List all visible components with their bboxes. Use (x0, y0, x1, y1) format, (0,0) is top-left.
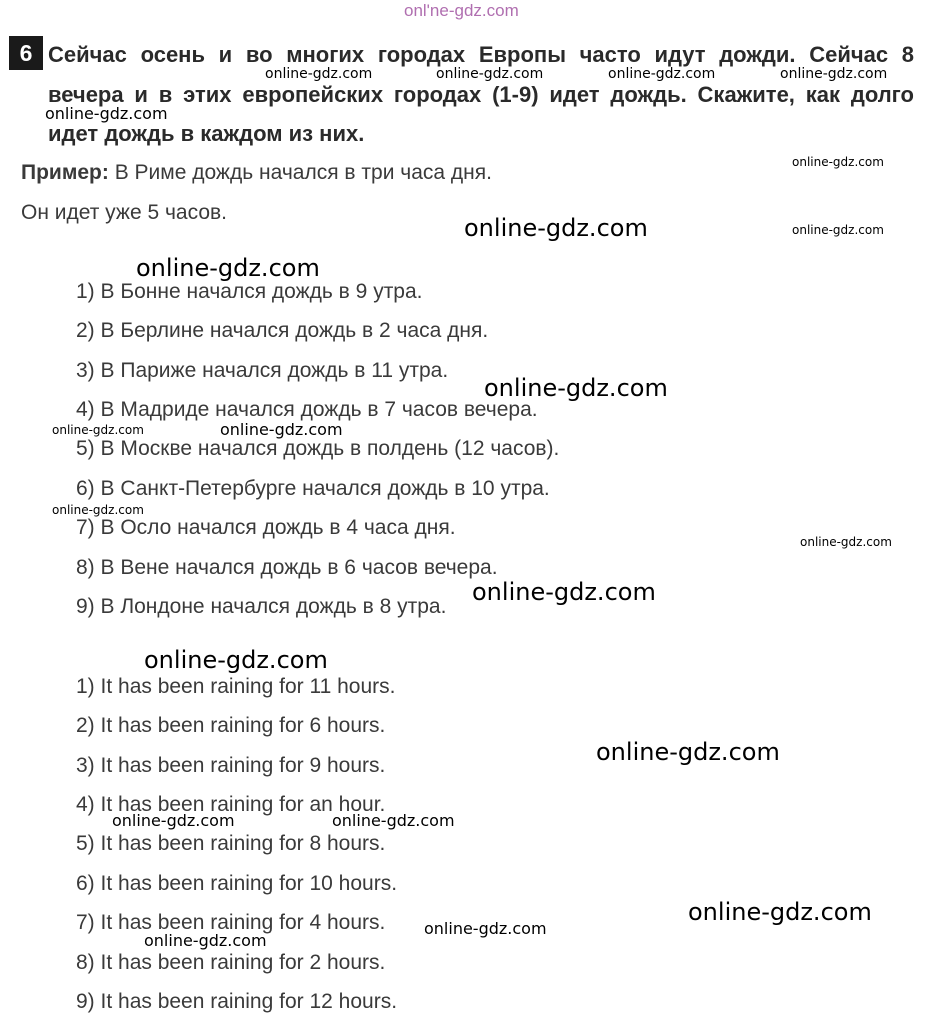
watermark: online-gdz.com (220, 420, 343, 439)
watermark: online-gdz.com (144, 931, 267, 950)
watermark: online-gdz.com (792, 155, 884, 169)
example-line-1 (21, 161, 492, 185)
watermark: online-gdz.com (484, 374, 668, 402)
english-answer: 4) It has been raining for an hour. (76, 793, 386, 816)
example-text-1: В Риме дождь начался в три часа дня. (108, 161, 492, 184)
english-answer: 7) It has been raining for 4 hours. (76, 911, 386, 934)
watermark: online-gdz.com (688, 898, 872, 926)
watermark: online-gdz.com (144, 646, 328, 674)
watermark: online-gdz.com (596, 738, 780, 766)
task-number-badge: 6 (9, 36, 43, 70)
russian-item: 3) В Париже начался дождь в 11 утра. (76, 359, 449, 382)
watermark: online-gdz.com (52, 503, 144, 517)
watermark: online-gdz.com (800, 535, 892, 549)
russian-item: 4) В Мадриде начался дождь в 7 часов вечера. (76, 398, 538, 421)
watermark: online-gdz.com (464, 214, 648, 242)
english-answer: 5) It has been raining for 8 hours. (76, 832, 386, 855)
russian-item: 6) В Санкт-Петербурге начался дождь в 10 утра. (76, 477, 550, 500)
watermark: online-gdz.com (45, 104, 168, 123)
russian-item: 8) В Вене начался дождь в 6 часов вечера. (76, 556, 498, 579)
task-text-line-3: идет дождь в каждом из них. (48, 121, 365, 146)
watermark: online-gdz.com (52, 423, 144, 437)
task-text-line-2: вечера и в этих европейских городах (1-9) идет дождь. Скажите, как долго (48, 82, 914, 107)
watermark: online-gdz.com (792, 223, 884, 237)
english-answer: 9) It has been raining for 12 hours. (76, 990, 398, 1013)
watermark: online-gdz.com (136, 254, 320, 282)
top-watermark: onl'ne-gdz.com (404, 1, 519, 20)
watermark: online-gdz.com (265, 66, 373, 82)
russian-item: 5) В Москве начался дождь в полдень (12 часов). (76, 437, 560, 460)
english-answer: 6) It has been raining for 10 hours. (76, 872, 398, 895)
watermark: online-gdz.com (472, 578, 656, 606)
english-answer: 1) It has been raining for 11 hours. (76, 675, 396, 698)
english-answer: 2) It has been raining for 6 hours. (76, 714, 386, 737)
watermark: online-gdz.com (608, 66, 716, 82)
russian-item: 9) В Лондоне начался дождь в 8 утра. (76, 595, 447, 618)
watermark: online-gdz.com (436, 66, 544, 82)
task-text-line-1: Сейчас осень и во многих городах Европы часто идут дожди. Сейчас 8 (48, 42, 914, 67)
watermark: online-gdz.com (112, 811, 235, 830)
russian-item: 1) В Бонне начался дождь в 9 утра. (76, 280, 423, 303)
watermark: online-gdz.com (780, 66, 888, 82)
watermark: online-gdz.com (332, 811, 455, 830)
russian-item: 7) В Осло начался дождь в 4 часа дня. (76, 516, 456, 539)
english-answer: 3) It has been raining for 9 hours. (76, 754, 386, 777)
english-answer: 8) It has been raining for 2 hours. (76, 951, 386, 974)
example-label: Пример: (21, 161, 109, 184)
watermark: online-gdz.com (424, 919, 547, 938)
example-line-2: Он идет уже 5 часов. (21, 201, 228, 224)
russian-item: 2) В Берлине начался дождь в 2 часа дня. (76, 319, 489, 342)
